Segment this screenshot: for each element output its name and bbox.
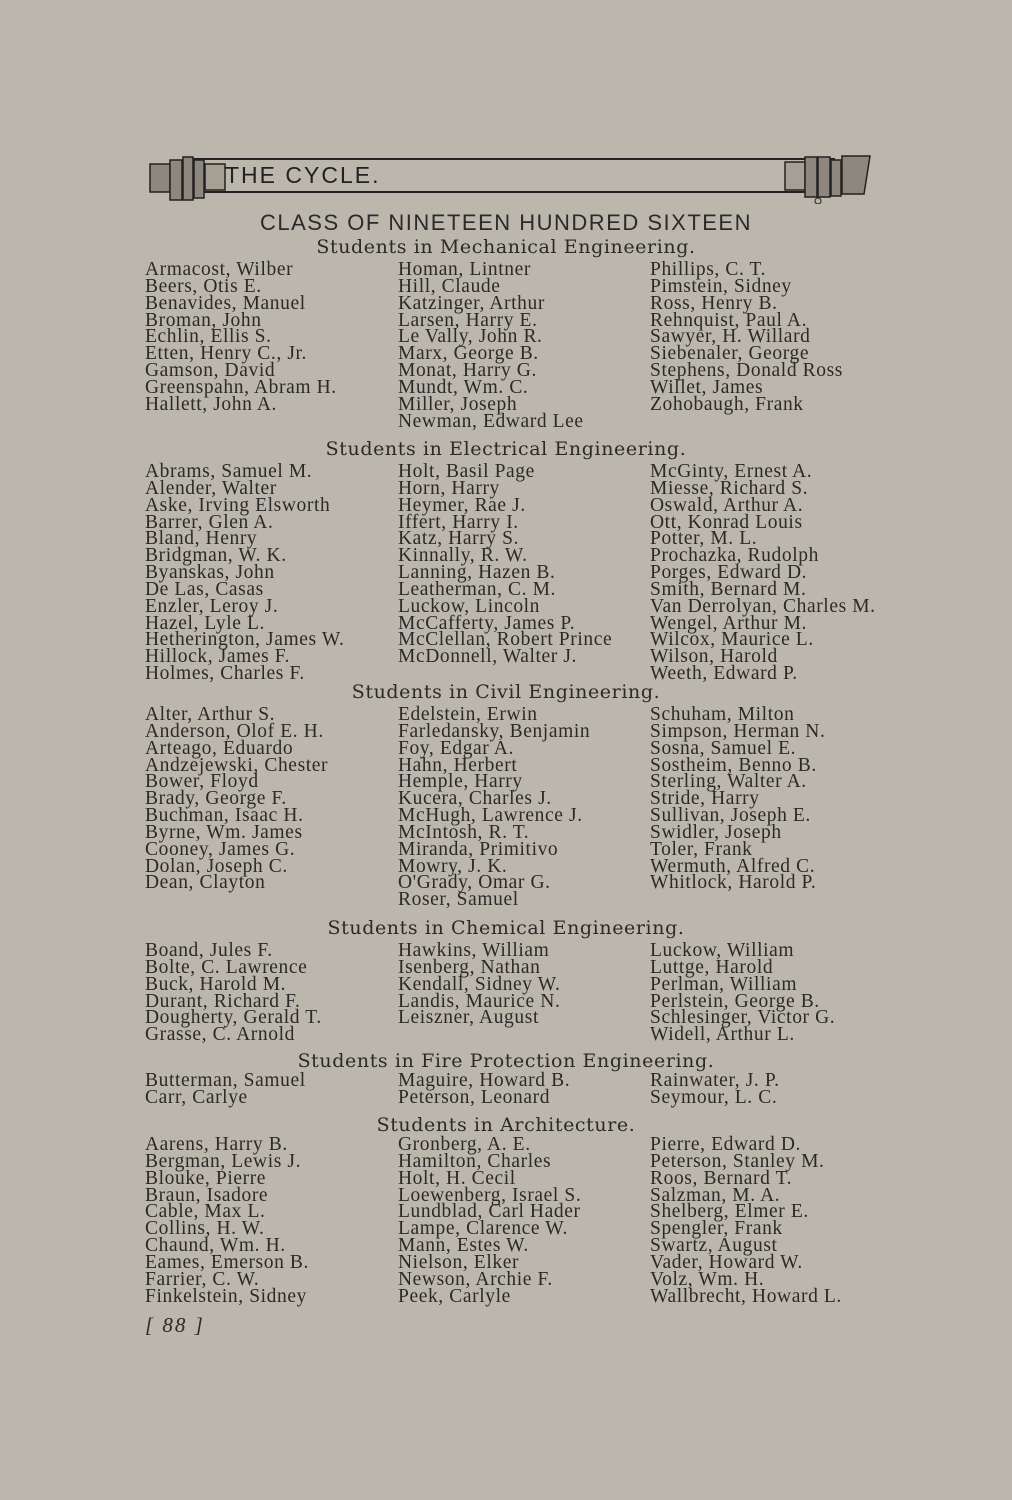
student-name: Byrne, Wm. James	[145, 821, 303, 843]
name-column	[145, 704, 329, 894]
student-name: Landis, Maurice N.	[398, 990, 561, 1012]
student-name: Abrams, Samuel M.	[145, 461, 313, 482]
name-column	[650, 1134, 842, 1307]
student-name: Wilson, Harold	[650, 646, 778, 668]
student-name: Hemple, Harry	[398, 771, 523, 793]
student-name: Edelstein, Erwin	[398, 704, 538, 725]
student-name: Byanskas, John	[145, 562, 275, 584]
student-name: Swartz, August	[650, 1235, 778, 1257]
name-column	[145, 940, 322, 1046]
student-name: Buck, Harold M.	[145, 973, 287, 995]
student-name: Smith, Bernard M.	[650, 578, 807, 600]
student-name: Pierre, Edward D.	[650, 1134, 801, 1155]
student-name: McDonnell, Walter J.	[398, 646, 578, 668]
student-name: Stephens, Donald Ross	[650, 360, 843, 382]
student-name: Grasse, C. Arnold	[145, 1024, 295, 1046]
student-name: Bridgman, W. K.	[145, 545, 287, 567]
name-column	[650, 259, 843, 415]
student-name: Peterson, Leonard	[398, 1086, 551, 1108]
student-name: Seymour, L. C.	[650, 1086, 778, 1108]
student-name: Gamson, David	[145, 360, 276, 382]
student-name: Broman, John	[145, 309, 262, 331]
student-name: Iffert, Harry I.	[398, 511, 519, 533]
student-name: Farledansky, Benjamin	[398, 720, 591, 742]
student-name: Pimstein, Sidney	[650, 275, 792, 297]
student-name: Prochazka, Rudolph	[650, 545, 819, 567]
student-name: Cooney, James G.	[145, 838, 296, 860]
student-name: Simpson, Herman N.	[650, 720, 826, 742]
student-name: Willet, James	[650, 376, 764, 398]
student-name: Beers, Otis E.	[145, 275, 262, 297]
page-number: [ 88 ]	[145, 1313, 205, 1337]
student-name: Eames, Emerson B.	[145, 1251, 310, 1273]
student-name: Hillock, James F.	[145, 646, 291, 668]
student-name: Greenspahn, Abram H.	[145, 376, 337, 398]
student-name: Braun, Isadore	[145, 1184, 269, 1206]
student-name: Echlin, Ellis S.	[145, 326, 272, 348]
student-name: Le Vally, John R.	[398, 326, 543, 348]
student-name: Sawyer, H. Willard	[650, 326, 811, 348]
student-name: Farrier, C. W.	[145, 1268, 260, 1290]
name-column	[398, 1070, 571, 1108]
student-name: Whitlock, Harold P.	[650, 872, 817, 894]
student-name: Widell, Arthur L.	[650, 1024, 795, 1046]
student-name: Swidler, Joseph	[650, 821, 782, 843]
student-name: Hill, Claude	[398, 275, 501, 297]
student-name: McGinty, Ernest A.	[650, 461, 813, 482]
student-name: Heymer, Rae J.	[398, 494, 526, 516]
student-name: Luttge, Harold	[650, 956, 774, 978]
student-name: Arteago, Eduardo	[145, 737, 294, 759]
student-name: Armacost, Wilber	[145, 259, 294, 280]
student-name: Homan, Lintner	[398, 259, 531, 280]
student-name: Van Derrolyan, Charles M.	[650, 595, 876, 617]
student-name: Rainwater, J. P.	[650, 1070, 780, 1091]
student-name: Toler, Frank	[650, 838, 753, 860]
student-name: Dean, Clayton	[145, 872, 266, 894]
student-name: Marx, George B.	[398, 343, 539, 365]
student-name: Ross, Henry B.	[650, 292, 778, 314]
section-heading-electrical: Students in Electrical Engineering.	[325, 438, 687, 460]
student-name: Miller, Joseph	[398, 393, 518, 415]
student-name: Katz, Harry S.	[398, 528, 520, 550]
student-name: Mann, Estes W.	[398, 1235, 529, 1257]
student-name: Luckow, William	[650, 940, 795, 961]
student-name: Kendall, Sidney W.	[398, 973, 561, 995]
student-name: Collins, H. W.	[145, 1218, 265, 1240]
student-name: Sullivan, Joseph E.	[650, 805, 811, 827]
student-name: Finkelstein, Sidney	[145, 1285, 307, 1307]
student-name: Monat, Harry G.	[398, 360, 537, 382]
section-heading-civil: Students in Civil Engineering.	[351, 681, 661, 703]
student-name: Gronberg, A. E.	[398, 1134, 531, 1155]
student-name: Holmes, Charles F.	[145, 663, 305, 685]
student-name: Ott, Konrad Louis	[650, 511, 803, 533]
student-name: Kucera, Charles J.	[398, 788, 552, 810]
student-name: Bower, Floyd	[145, 771, 259, 793]
name-column	[650, 1070, 780, 1108]
section-heading-fire-protection: Students in Fire Protection Engineering.	[297, 1050, 715, 1072]
name-column	[650, 461, 876, 685]
student-name: Roser, Samuel	[398, 889, 519, 911]
student-name: Perlman, William	[650, 973, 798, 995]
student-name: Newson, Archie F.	[398, 1268, 553, 1290]
student-name: Lanning, Hazen B.	[398, 562, 556, 584]
student-name: Kinnally, R. W.	[398, 545, 528, 567]
student-name: Stride, Harry	[650, 788, 760, 810]
student-name: Perlstein, George B.	[650, 990, 820, 1012]
student-name: Chaund, Wm. H.	[145, 1235, 286, 1257]
student-name: Durant, Richard F.	[145, 990, 301, 1012]
student-name: Benavides, Manuel	[145, 292, 306, 314]
student-name: Peterson, Stanley M.	[650, 1150, 825, 1172]
student-name: Wermuth, Alfred C.	[650, 855, 816, 877]
student-name: Blouke, Pierre	[145, 1167, 267, 1189]
student-name: Zohobaugh, Frank	[650, 393, 804, 415]
student-name: Potter, M. L.	[650, 528, 758, 550]
student-name: Newman, Edward Lee	[398, 410, 584, 432]
student-name: Miranda, Primitivo	[398, 838, 559, 860]
name-column	[398, 461, 613, 668]
student-name: Bolte, C. Lawrence	[145, 956, 308, 978]
student-name: Hetherington, James W.	[145, 629, 345, 651]
student-name: Bland, Henry	[145, 528, 258, 550]
name-column	[398, 259, 584, 432]
page-title: CLASS OF NINETEEN HUNDRED SIXTEEN	[259, 210, 752, 235]
name-column	[145, 461, 345, 685]
student-name: Hahn, Herbert	[398, 754, 518, 776]
student-name: McCafferty, James P.	[398, 612, 576, 634]
student-name: Buchman, Isaac H.	[145, 805, 304, 827]
student-name: Phillips, C. T.	[650, 259, 767, 280]
name-column	[398, 704, 591, 911]
student-name: Alender, Walter	[145, 477, 277, 499]
student-name: Enzler, Leroy J.	[145, 595, 279, 617]
student-name: De Las, Casas	[145, 578, 264, 600]
student-name: Weeth, Edward P.	[650, 663, 798, 685]
student-name: Dolan, Joseph C.	[145, 855, 288, 877]
student-name: Wengel, Arthur M.	[650, 612, 808, 634]
student-name: Vader, Howard W.	[650, 1251, 803, 1273]
student-name: Hawkins, William	[398, 940, 550, 961]
student-name: McHugh, Lawrence J.	[398, 805, 583, 827]
student-name: Alter, Arthur S.	[145, 704, 276, 725]
student-name: Boand, Jules F.	[145, 940, 273, 961]
student-name: Lundblad, Carl Hader	[398, 1201, 581, 1223]
section-heading-architecture: Students in Architecture.	[376, 1114, 636, 1136]
name-column	[398, 1134, 582, 1307]
student-name: Nielson, Elker	[398, 1251, 520, 1273]
student-name: Rehnquist, Paul A.	[650, 309, 808, 331]
student-name: Schuham, Milton	[650, 704, 795, 725]
student-name: Mowry, J. K.	[398, 855, 508, 877]
student-name: Holt, Basil Page	[398, 461, 535, 482]
student-name: Volz, Wm. H.	[650, 1268, 765, 1290]
student-name: Shelberg, Elmer E.	[650, 1201, 809, 1223]
student-name: Wilcox, Maurice L.	[650, 629, 814, 651]
student-name: McClellan, Robert Prince	[398, 629, 613, 651]
student-name: Holt, H. Cecil	[398, 1167, 516, 1189]
student-name: Miesse, Richard S.	[650, 477, 809, 499]
section-heading-mechanical: Students in Mechanical Engineering.	[316, 236, 696, 258]
student-name: Foy, Edgar A.	[398, 737, 514, 759]
student-name: Sterling, Walter A.	[650, 771, 807, 793]
student-name: Lampe, Clarence W.	[398, 1218, 568, 1240]
student-name: Leiszner, August	[398, 1007, 539, 1029]
student-name: Mundt, Wm. C.	[398, 376, 529, 398]
student-name: Wallbrecht, Howard L.	[650, 1285, 842, 1307]
student-name: Salzman, M. A.	[650, 1184, 781, 1206]
name-column	[398, 940, 561, 1029]
student-name: Sosna, Samuel E.	[650, 737, 797, 759]
student-name: Horn, Harry	[398, 477, 500, 499]
name-column	[145, 1134, 310, 1307]
student-name: Katzinger, Arthur	[398, 292, 545, 314]
student-name: Isenberg, Nathan	[398, 956, 541, 978]
name-column	[145, 1070, 306, 1108]
student-name: Andzejewski, Chester	[145, 754, 329, 776]
student-name: Hamilton, Charles	[398, 1150, 552, 1172]
student-name: Spengler, Frank	[650, 1218, 783, 1240]
banner-title: THE CYCLE.	[225, 162, 381, 188]
name-column	[650, 940, 836, 1046]
student-name: Brady, George F.	[145, 788, 287, 810]
student-name: Barrer, Glen A.	[145, 511, 274, 533]
student-name: Roos, Bernard T.	[650, 1167, 793, 1189]
student-name: Etten, Henry C., Jr.	[145, 343, 308, 365]
student-name: Sostheim, Benno B.	[650, 754, 817, 776]
name-column	[650, 704, 826, 894]
student-name: O'Grady, Omar G.	[398, 872, 551, 894]
student-name: Maguire, Howard B.	[398, 1070, 571, 1091]
student-name: Schlesinger, Victor G.	[650, 1007, 836, 1029]
student-name: Oswald, Arthur A.	[650, 494, 804, 516]
student-name: Carr, Carlye	[145, 1086, 248, 1108]
student-name: Luckow, Lincoln	[398, 595, 541, 617]
student-name: Peek, Carlyle	[398, 1285, 511, 1307]
student-name: Porges, Edward D.	[650, 562, 808, 584]
student-name: Leatherman, C. M.	[398, 578, 557, 600]
student-name: Aarens, Harry B.	[145, 1134, 288, 1155]
student-name: Anderson, Olof E. H.	[145, 720, 324, 742]
student-name: Siebenaler, George	[650, 343, 810, 365]
student-name: Aske, Irving Elsworth	[145, 494, 331, 516]
student-name: Hallett, John A.	[145, 393, 278, 415]
student-name: Larsen, Harry E.	[398, 309, 538, 331]
name-column	[145, 259, 337, 415]
student-name: Butterman, Samuel	[145, 1070, 306, 1091]
student-name: Hazel, Lyle L.	[145, 612, 265, 634]
student-name: Bergman, Lewis J.	[145, 1150, 302, 1172]
student-name: Cable, Max L.	[145, 1201, 266, 1223]
section-heading-chemical: Students in Chemical Engineering.	[327, 917, 685, 939]
student-name: Loewenberg, Israel S.	[398, 1184, 582, 1206]
student-name: Dougherty, Gerald T.	[145, 1007, 322, 1029]
student-name: McIntosh, R. T.	[398, 821, 530, 843]
